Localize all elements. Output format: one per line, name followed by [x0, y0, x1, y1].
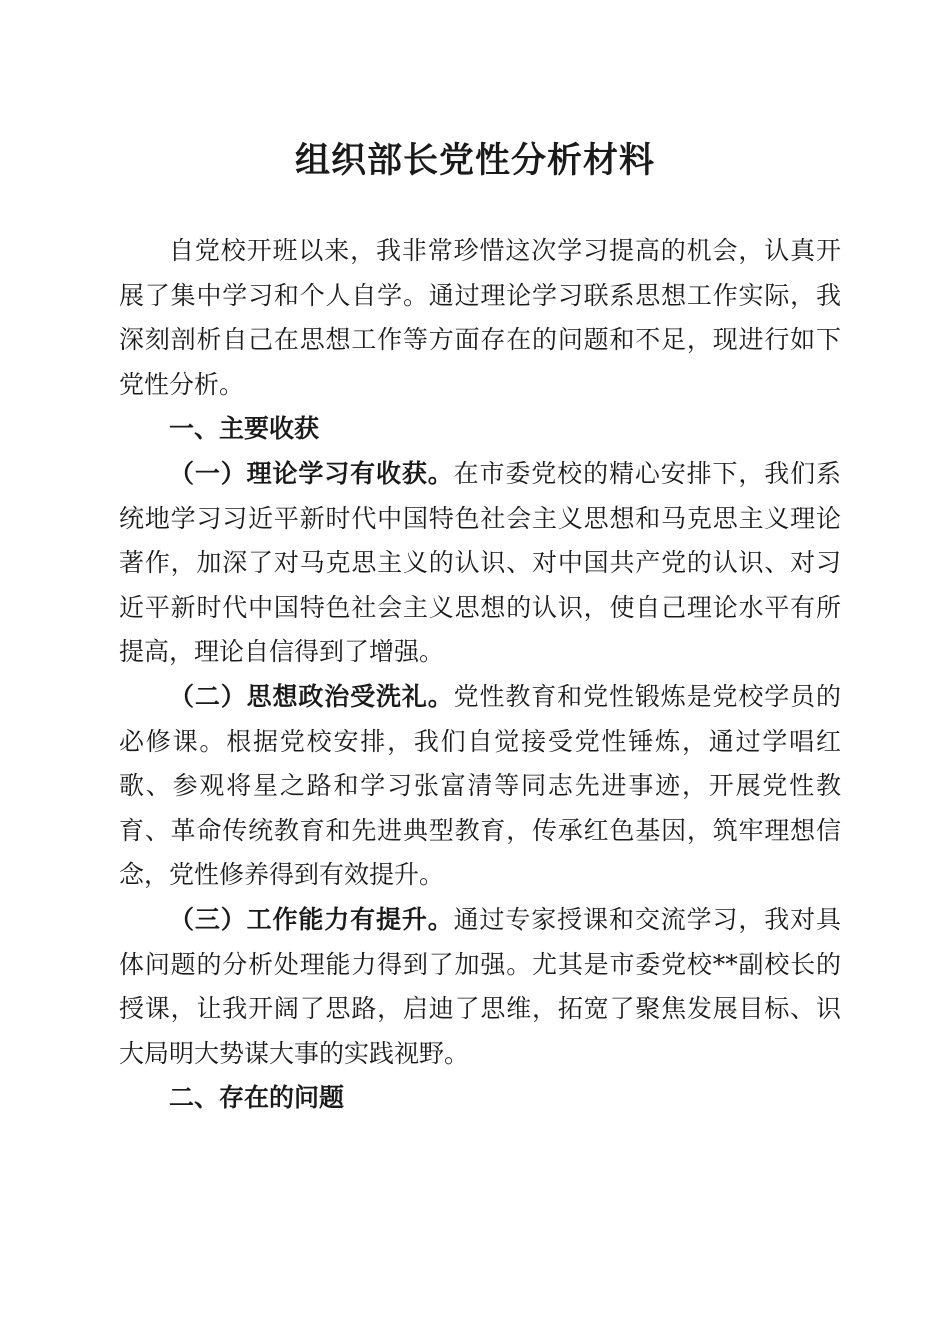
gains-item-theory [119, 452, 841, 675]
gains-item-ideology [119, 675, 841, 898]
document-title: 组织部长党性分析材料 [294, 140, 655, 181]
document-body [119, 229, 841, 1121]
gains-item-ability [119, 898, 841, 1076]
item-text: 通过专家授课和交流学习，我对具体问题的分析处理能力得到了加强。尤其是市委党校**副校长的授课，让我开阔了思路，启迪了思维，拓宽了聚焦发展目标、识大局明大势谋大事的实践视野。 [119, 904, 841, 1068]
section-heading-problems: 二、存在的问题 [169, 1083, 345, 1113]
item-lead: （二）思想政治受洗礼。 [169, 681, 454, 711]
item-text: 党性教育和党性锻炼是党校学员的必修课。根据党校安排，我们自觉接受党性锤炼，通过学唱红歌、参观将星之路和学习张富清等同志先进事迹，开展党性教育、革命传统教育和先进典型教育，传承红色基因，筑牢理想信念，党性修养得到有效提升。 [119, 681, 841, 890]
item-lead: （三）工作能力有提升。 [169, 904, 454, 934]
item-lead: （一）理论学习有收获。 [169, 458, 454, 488]
section-heading-gains: 一、主要收获 [169, 414, 320, 444]
item-text: 在市委党校的精心安排下，我们系统地学习习近平新时代中国特色社会主义思想和马克思主义理论著作，加深了对马克思主义的认识、对中国共产党的认识、对习近平新时代中国特色社会主义思想的认识，使自己理论水平有所提高，理论自信得到了增强。 [119, 458, 841, 667]
intro-paragraph: 自党校开班以来，我非常珍惜这次学习提高的机会，认真开展了集中学习和个人自学。通过理论学习联系思想工作实际，我深刻剖析自己在思想工作等方面存在的问题和不足，现进行如下党性分析。 [119, 236, 841, 399]
